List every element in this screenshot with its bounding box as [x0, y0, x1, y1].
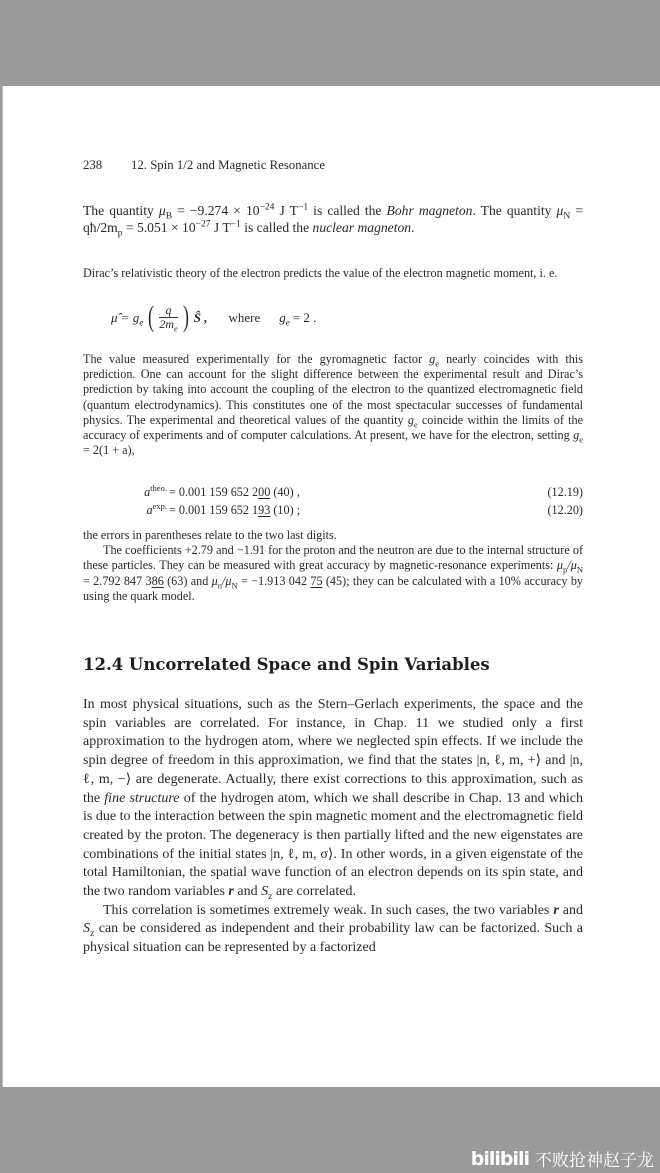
running-head	[83, 158, 325, 173]
page-number: 238	[83, 158, 103, 172]
equation-number: (12.20)	[547, 503, 583, 517]
dirac-equation: μ̂ = $g_e$ ( $\frac{q}{2m_e}$ ) Ŝ , where $g_e$ = 2 .	[111, 300, 317, 333]
equation-number: (12.19)	[547, 485, 583, 499]
term-nuclear-magneton: nuclear magneton	[312, 220, 412, 235]
paragraph-errors: the errors in parentheses relate to the two last digits. The coefficients +2.79 and −1.91 for the proton and the neutron are due to the internal structure of these particles. They can be measured with great accuracy by magnetic-resonance experiments: $\mu_p/\mu_N = 2.792$ 847 386 (63) and $\mu_n/\mu_N = -1.913$ 042 75 (45); they can be calculated with a 10% accuracy by using the quark model.	[83, 528, 584, 603]
watermark-username: 不败抢神赵子龙	[535, 1151, 654, 1171]
fraction: $\frac{q}{2m_e}$	[159, 302, 178, 333]
paragraph-dirac: Dirac’s relativistic theory of the electron predicts the value of the electron magnetic moment, i. e.	[83, 266, 558, 280]
term-bohr-magneton: Bohr magneton	[386, 203, 473, 218]
term-fine-structure: fine structure	[104, 790, 180, 806]
paragraph-section-1: In most physical situations, such as the Stern–Gerlach experiments, the space and the spin variables are correlated. For instance, in Chap. 11 we studied only a first approximation to the hydrogen atom, where we neglected spin effects. If we include the spin degree of freedom in this approximation, we find that the states |n, ℓ, m, +⟩ and |n, ℓ, m, −⟩ are degenerate. Actually, there exist corrections to this approximation, such as the fine structure of the hydrogen atom, which we shall describe in Chap. 13 and which is due to the interaction between the spin magnetic moment and the electromagnetic field created by the proton. The degeneracy is then partially lifted and the new eigenstates are combinations of the initial states |n, ℓ, m, σ⟩. In other words, in a given eigenstate of the total Hamiltonian, the spatial wave function of an electron depends on its spin state, and the two random variables r and $S_z$ are correlated. This correlation is sometimes extremely weak. In such cases, the two variables r and $S_z$ can be considered as independent and their probability law can be factorized. Such a physical situation can be represented by a factorized	[83, 697, 584, 956]
chapter-title: 12. Spin 1/2 and Magnetic Resonance	[131, 158, 326, 172]
section-heading: 12.4 Uncorrelated Space and Spin Variables	[83, 655, 490, 674]
bilibili-logo-icon: bilibili	[470, 1147, 529, 1170]
paragraph-measured: The value measured experimentally for the gyromagnetic factor $g_e$ nearly coincides with this prediction. One can account for the slight difference between the experimental result and Dirac’s prediction by taking into account the coupling of the electron to the quantized electromagnetic field (quantum electrodynamics). This constitutes one of the most spectacular successes of fundamental physics. The experimental and theoretical values of the quantity $g_e$ coincide within the limits of the accuracy of experiments and of computer calculations. At present, we have for the electron, setting $g_e = 2(1 + a)$,	[83, 352, 583, 458]
document-page: 238 12. Spin 1/2 and Magnetic Resonance The quantity $\mu_B = -9.274 \times 10^{-24}$ J $T^{-1}$ is called the Bohr magneton. The quantity $\mu_N$ = $qħ/2m_p = 5.051 \times 10^{-27}$ J $T^{-1}$ is called the nuclear magneton. Dirac’s relativistic theory of the electron predicts the value of the electron magnetic moment, i. e. μ̂ = $g_e$ ( $\frac{q}{2m_e}$ ) Ŝ , where $g_e$ = 2 . The value measured experimentally for the gyromagnetic factor $g_e$ nearly coincides with this prediction. One can account for the slight difference between the experimental result and Dirac’s prediction by taking into account the coupling of the electron to the quantized electromagnetic field (quantum electrodynamics). This constitutes one of the most spectacular successes of fundamental physics. The experimental and theoretical values of the quantity $g_e$ coincide within the limits of the accuracy of experiments and of computer calculations. At present, we have for the electron, setting $g_e = 2(1 + a)$, $a^{theo.}$ = 0.001 159 652 200 (40) , (12.19) $a^{exp.}$ = 0.001 159 652 193 (10) ; (12.20) the errors in parentheses relate to the two last digits. The coefficients +2.79 and −1.91 for the proton and the neutron are due to the internal structure of these particles. They can be measured with great accuracy by magnetic-resonance experiments: $\mu_p/\mu_N = 2.792$ 847 386 (63) and $\mu_n/\mu_N = -1.913$ 042 75 (45); they can be calculated with a 10% accuracy by using the quark model. 12.4 Uncorrelated Space and Spin Variables In most physical situations, such as the Stern–Gerlach experiments, the space and the spin variables are correlated. For instance, in Chap. 11 we studied only a first approximation to the hydrogen atom, where we neglected spin effects. If we include the spin degree of freedom in this approximation, we find that the states |n, ℓ, m, +⟩ and |n, ℓ, m, −⟩ are degenerate. Actually, there exist corrections to this approximation, such as the fine structure of the hydrogen atom, which we shall describe in Chap. 13 and which is due to the interaction between the spin magnetic moment and the electromagnetic field created by the proton. The degeneracy is then partially lifted and the new eigenstates are combinations of the initial states |n, ℓ, m, σ⟩. In other words, in a given eigenstate of the total Hamiltonian, the spatial wave function of an electron depends on its spin state, and the two random variables r and $S_z$ are correlated. This correlation is sometimes extremely weak. In such cases, the two variables r and $S_z$ can be considered as independent and their probability law can be factorized. Such a physical situation can be represented by a factorized	[2, 86, 660, 1087]
paragraph-magneton: The quantity $\mu_B = -9.274 \times 10^{-24}$ J $T^{-1}$ is called the Bohr magneton. The quantity $\mu_N$ = $qħ/2m_p = 5.051 \times 10^{-27}$ J $T^{-1}$ is called the nuclear magneton.	[83, 202, 583, 239]
bilibili-watermark	[471, 1146, 654, 1171]
